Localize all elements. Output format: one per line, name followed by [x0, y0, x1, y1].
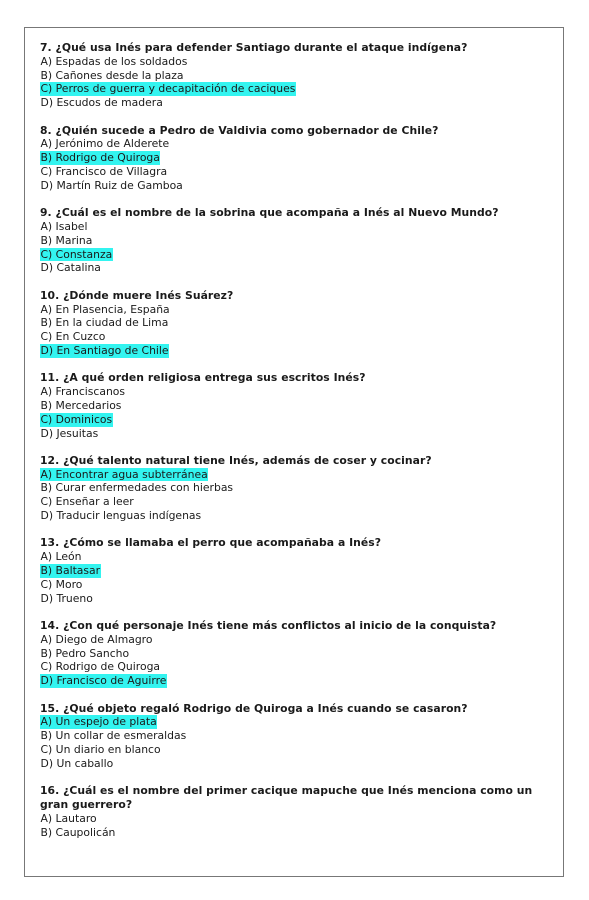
answer-options [40, 468, 555, 523]
answer-option-text: A) Franciscanos [40, 385, 126, 399]
answer-option [40, 509, 555, 523]
question-block [40, 784, 555, 839]
answer-option [40, 69, 555, 83]
answer-option-correct [40, 344, 555, 358]
question-title: 8. ¿Quién sucede a Pedro de Valdivia como gobernador de Chile? [40, 123, 439, 137]
answer-options [40, 220, 555, 275]
question-title: 7. ¿Qué usa Inés para defender Santiago durante el ataque indígena? [40, 41, 468, 54]
question-title: 13. ¿Cómo se llamaba el perro que acompañaba a Inés? [40, 536, 382, 550]
answer-option [40, 165, 555, 179]
answer-options [40, 812, 555, 840]
answer-option-text: A) Diego de Almagro [40, 632, 153, 646]
answer-option [40, 633, 555, 647]
answer-options [40, 303, 555, 358]
question-block [40, 454, 555, 523]
answer-option-text: B) Marina [40, 233, 93, 247]
answer-option [40, 55, 555, 69]
answer-options [40, 715, 555, 770]
question-block [40, 41, 555, 110]
answer-option-text: B) Baltasar [40, 564, 101, 578]
answer-option [40, 757, 555, 771]
answer-option [40, 729, 555, 743]
question-block [40, 124, 555, 193]
answer-option-correct [40, 468, 555, 482]
answer-option-text: D) Escudos de madera [40, 96, 163, 110]
answer-option-text: C) Enseñar a leer [40, 495, 134, 509]
answer-options [40, 385, 555, 440]
answer-option-text: D) Traducir lenguas indígenas [40, 509, 202, 523]
answer-option-text: C) Perros de guerra y decapitación de caciques [40, 82, 296, 96]
question-title: 15. ¿Qué objeto regaló Rodrigo de Quiroga a Inés cuando se casaron? [40, 701, 468, 715]
answer-option-text: D) Jesuitas [40, 426, 99, 440]
answer-option [40, 179, 555, 193]
answer-option-text: C) Un diario en blanco [40, 743, 161, 757]
question-list [40, 41, 555, 853]
answer-option-correct [40, 82, 555, 96]
question-block [40, 536, 555, 605]
answer-options [40, 633, 555, 688]
answer-option [40, 647, 555, 661]
answer-option-correct [40, 413, 555, 427]
answer-option-correct [40, 674, 555, 688]
answer-option-text: B) Pedro Sancho [40, 646, 130, 660]
answer-option-text: B) En la ciudad de Lima [40, 316, 169, 330]
answer-options [40, 137, 555, 192]
answer-option-text: A) Jerónimo de Alderete [40, 137, 170, 151]
answer-option-text: D) Martín Ruiz de Gamboa [40, 178, 183, 192]
question-block [40, 619, 555, 688]
answer-option [40, 481, 555, 495]
question-block [40, 371, 555, 440]
question-title: 10. ¿Dónde muere Inés Suárez? [40, 288, 234, 302]
question-block [40, 289, 555, 358]
answer-option-text: B) Rodrigo de Quiroga [40, 151, 160, 165]
answer-option-text: D) Trueno [40, 591, 93, 605]
answer-option [40, 137, 555, 151]
answer-option [40, 385, 555, 399]
answer-option-text: B) Cañones desde la plaza [40, 68, 184, 82]
question-title: 9. ¿Cuál es el nombre de la sobrina que acompaña a Inés al Nuevo Mundo? [40, 206, 499, 220]
answer-option-text: C) En Cuzco [40, 330, 106, 344]
answer-option [40, 550, 555, 564]
question-block [40, 702, 555, 771]
answer-option-text: A) Espadas de los soldados [40, 54, 188, 68]
answer-option-correct [40, 715, 555, 729]
answer-option [40, 96, 555, 110]
question-block [40, 206, 555, 275]
answer-option [40, 303, 555, 317]
answer-option-correct [40, 248, 555, 262]
answer-option-text: A) Encontrar agua subterránea [40, 467, 208, 481]
answer-option [40, 743, 555, 757]
answer-option-text: B) Caupolicán [40, 825, 116, 839]
question-title: 11. ¿A qué orden religiosa entrega sus escritos Inés? [40, 371, 366, 385]
answer-option-text: C) Constanza [40, 247, 113, 261]
answer-option [40, 495, 555, 509]
answer-option-text: D) Catalina [40, 261, 101, 275]
answer-option [40, 826, 555, 840]
answer-options [40, 550, 555, 605]
answer-option-text: B) Un collar de esmeraldas [40, 729, 187, 743]
answer-option [40, 578, 555, 592]
answer-option-text: D) Francisco de Aguirre [40, 674, 167, 688]
answer-option-text: D) Un caballo [40, 756, 114, 770]
answer-option-text: C) Francisco de Villagra [40, 164, 168, 178]
answer-option-text: A) León [40, 550, 82, 564]
answer-option-correct [40, 151, 555, 165]
answer-option-text: A) En Plasencia, España [40, 302, 170, 316]
answer-option-correct [40, 564, 555, 578]
answer-option-text: C) Rodrigo de Quiroga [40, 660, 161, 674]
answer-option [40, 812, 555, 826]
question-title: 12. ¿Qué talento natural tiene Inés, además de coser y cocinar? [40, 453, 432, 467]
answer-option-text: B) Mercedarios [40, 398, 122, 412]
answer-option [40, 399, 555, 413]
answer-option [40, 330, 555, 344]
answer-option [40, 592, 555, 606]
answer-option-text: C) Dominicos [40, 412, 113, 426]
answer-option-text: A) Isabel [40, 219, 88, 233]
answer-option [40, 427, 555, 441]
answer-option-text: C) Moro [40, 577, 83, 591]
answer-option [40, 660, 555, 674]
answer-options [40, 55, 555, 110]
answer-option-text: D) En Santiago de Chile [40, 343, 169, 357]
question-title: 16. ¿Cuál es el nombre del primer cacique mapuche que Inés menciona como un gran guerrero? [40, 784, 533, 811]
question-title: 14. ¿Con qué personaje Inés tiene más conflictos al inicio de la conquista? [40, 619, 497, 633]
answer-option-text: A) Un espejo de plata [40, 715, 157, 729]
answer-option [40, 220, 555, 234]
answer-option [40, 234, 555, 248]
answer-option [40, 261, 555, 275]
answer-option-text: A) Lautaro [40, 811, 97, 825]
answer-option [40, 316, 555, 330]
answer-option-text: B) Curar enfermedades con hierbas [40, 481, 234, 495]
